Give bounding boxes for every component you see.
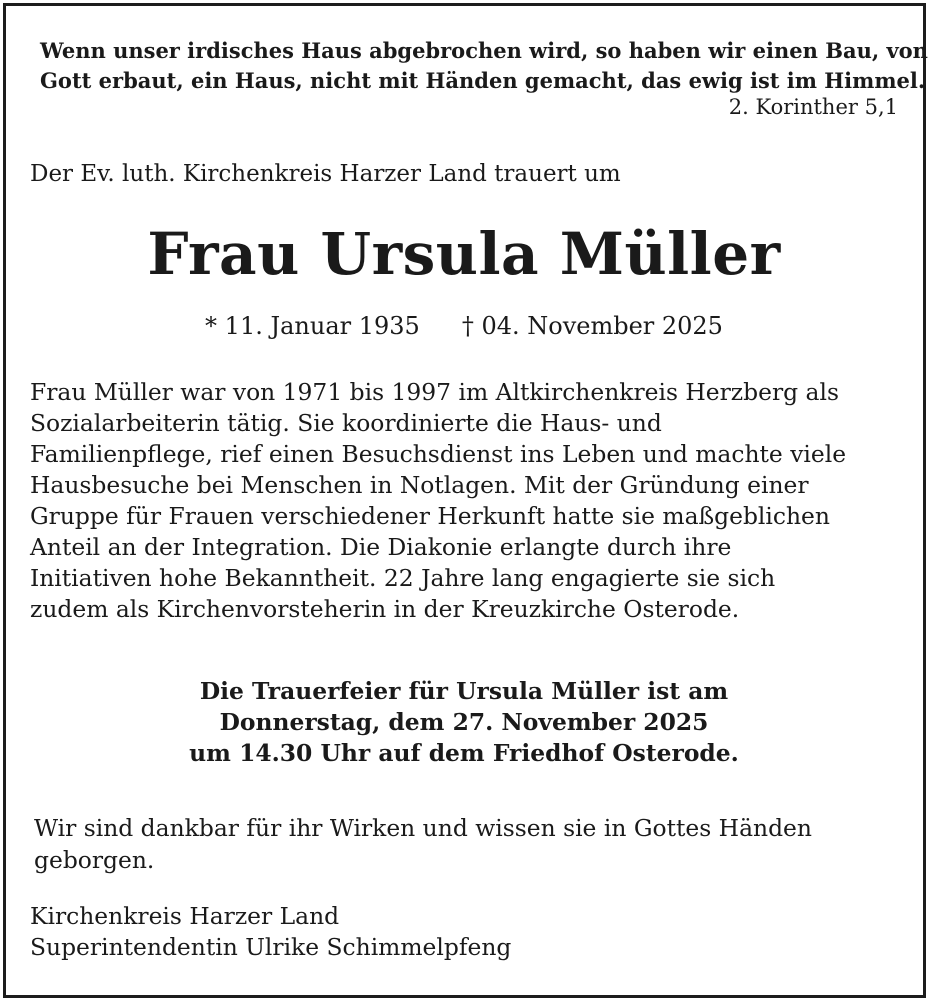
bio-line: Anteil an der Integration. Die Diakonie erlangte durch ihre: [30, 533, 732, 561]
life-dates: [0, 310, 928, 342]
service-line: um 14.30 Uhr auf dem Friedhof Osterode.: [189, 739, 739, 767]
intro-text: Der Ev. luth. Kirchenkreis Harzer Land trauert um: [30, 161, 621, 187]
signature-block: [30, 901, 511, 963]
bio-line: Initiativen hohe Bekanntheit. 22 Jahre lang engagierte sie sich: [30, 564, 776, 592]
bio-line: Hausbesuche bei Menschen in Notlagen. Mit der Gründung einer: [30, 471, 809, 499]
verse-reference: 2. Korinther 5,1: [728, 95, 898, 119]
bible-verse: [40, 36, 928, 96]
deceased-name: Frau Ursula Müller: [147, 220, 781, 288]
bio-line: zudem als Kirchenvorsteherin in der Kreuzkirche Osterode.: [30, 595, 740, 623]
verse-line: Gott erbaut, ein Haus, nicht mit Händen gemacht, das ewig ist im Himmel.: [40, 68, 926, 93]
closing-line: Wir sind dankbar für ihr Wirken und wissen sie in Gottes Händen: [34, 814, 812, 842]
birth-date: * 11. Januar 1935: [205, 312, 420, 340]
verse-line: Wenn unser irdisches Haus abgebrochen wird, so haben wir einen Bau, von: [40, 38, 928, 63]
funeral-service-info: [0, 676, 928, 769]
bio-line: Frau Müller war von 1971 bis 1997 im Altkirchenkreis Herzberg als: [30, 378, 839, 406]
bio-line: Gruppe für Frauen verschiedener Herkunft hatte sie maßgeblichen: [30, 502, 830, 530]
closing-line: geborgen.: [34, 846, 155, 874]
bio-line: Sozialarbeiterin tätig. Sie koordinierte die Haus- und: [30, 409, 662, 437]
biography: [30, 377, 846, 625]
signature-person: Superintendentin Ulrike Schimmelpfeng: [30, 933, 512, 961]
signature-organization: Kirchenkreis Harzer Land: [30, 902, 340, 930]
bio-line: Familienpflege, rief einen Besuchsdienst ins Leben und machte viele: [30, 440, 847, 468]
death-date: † 04. November 2025: [461, 312, 723, 340]
closing-statement: [34, 812, 812, 876]
service-line: Donnerstag, dem 27. November 2025: [219, 708, 709, 736]
service-line: Die Trauerfeier für Ursula Müller ist am: [199, 677, 729, 705]
